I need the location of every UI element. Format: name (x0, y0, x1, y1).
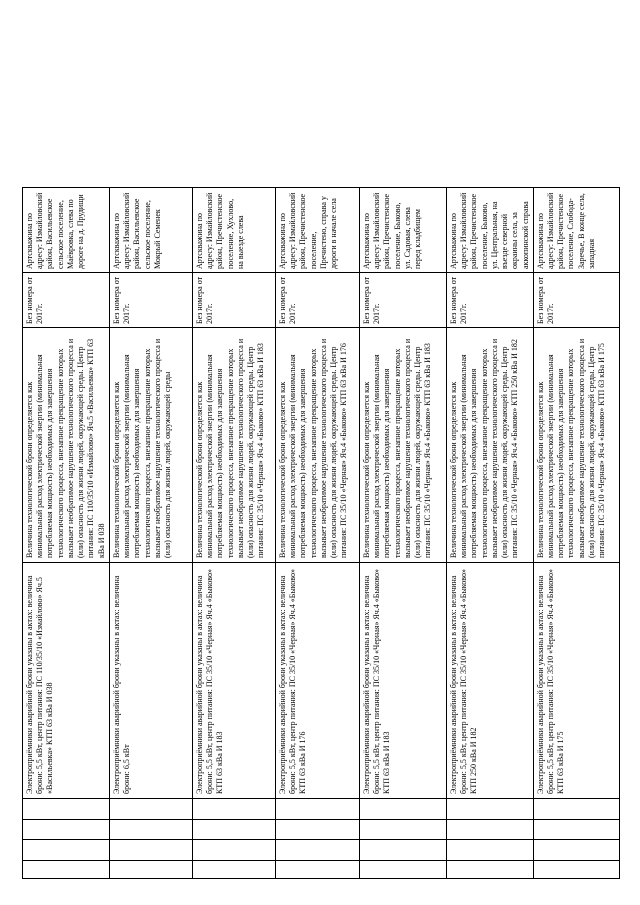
empty-cell (446, 861, 533, 879)
empty-cell (109, 840, 192, 861)
empty-cell (109, 799, 192, 820)
number-cell: Без номера от 2017г. (192, 273, 275, 328)
empty-cell (23, 861, 110, 879)
address-cell: Артскважина по адресу: Измайловский район, Васильевское сельское поселение, Маёвровка, слева по дороге на д. Прудищи (23, 188, 110, 273)
address-cell: Артскважина по адресу: Измайловский район, Пречистенское поселение, Быково, ул. Садовая, слева перед кладбищем (359, 188, 446, 273)
empty-cell (275, 840, 359, 861)
emergency-cell: Электроприёмники аварийной брони указаны в актах: величина брони: 6,5 кВт (109, 563, 192, 799)
empty-cell (275, 799, 359, 820)
number-cell: Без номера от 2017г. (23, 273, 110, 328)
empty-cell (23, 799, 110, 820)
description-cell: Величина технологической брони определяется как минимальный расход электрической энергии (минимальная потребляемая мощность) необходимых для завершения технологического процесса, внезапное прекращение которых вызывает необратимое нарушение технологического процесса и (или) опасность для жизни людей, окружающей среды. Центр питания: ПС 35/10 «Черная» Яч.4 «Быково» КТП 250 кВа И 182 (446, 328, 533, 563)
empty-cell (359, 840, 446, 861)
empty-cell (275, 861, 359, 879)
reservation-table (22, 25, 620, 879)
emergency-cell: Электроприёмники аварийной брони указаны в актах: величина брони: 5,5 кВт, центр питания: ПС 35/10 «Черная» Яч.4 «Быково» КТП 63 кВа И 176 (275, 563, 359, 799)
number-cell: Без номера от 2017г. (275, 273, 359, 328)
table-row (109, 26, 192, 879)
empty-cell (192, 820, 275, 840)
empty-cell (359, 861, 446, 879)
description-cell: Величина технологической брони определяется как минимальный расход электрической энергии (минимальная потребляемая мощность) необходимых для завершения технологического процесса, внезапное прекращение которых вызывает необратимое нарушение технологического процесса и (или) опасность для жизни людей, окружающей среды. Центр питания: ПС 35/10 «Черная» Яч.4 «Быково» КТП 63 кВа И 175 (533, 328, 619, 563)
empty-cell (533, 840, 619, 861)
empty-cell (533, 861, 619, 879)
empty-cell (275, 820, 359, 840)
empty-cell (192, 799, 275, 820)
address-cell: Артскважина по адресу: Измайловский район, Васильевское сельское поселение, Мокрый Семенек (109, 188, 192, 273)
empty-cell (23, 820, 110, 840)
address-cell: Артскважина по адресу: Измайловский район, Пречистенское поселение, Хухлово, на выезде слева (192, 188, 275, 273)
empty-cell (359, 799, 446, 820)
address-cell: Артскважина по адресу: Измайловский район, Пречистенское поселение, Пречистено, справа у дороги в начале села (275, 188, 359, 273)
rotated-table-wrapper (22, 26, 613, 879)
empty-cell (192, 840, 275, 861)
description-cell: Величина технологической брони определяется как минимальный расход электрической энергии (минимальная потребляемая мощность) необходимых для завершения технологического процесса, внезапное прекращение которых вызывает необратимое нарушение технологического процесса и (или) опасность для жизни людей, окружающей среды. Центр питания: ПС 110/35/10 «Измайлово» Яч.5 «Васильевка» КТП 63 кВа И 038 (23, 328, 110, 563)
empty-cell (23, 840, 110, 861)
empty-cell (446, 799, 533, 820)
emergency-cell: Электроприёмники аварийной брони указаны в актах: величина брони: 5,5 кВт, центр питания: ПС 110/35/10 «Измайлово» Яч.5 «Васильевка» КТП 63 кВа И 038 (23, 563, 110, 799)
table-row (446, 26, 533, 879)
description-cell: Величина технологической брони определяется как минимальный расход электрической энергии (минимальная потребляемая мощность) необходимых для завершения технологического процесса, внезапное прекращение которых вызывает необратимое нарушение технологического процесса и (или) опасность для жизни людей, окружающей среды (109, 328, 192, 563)
number-cell: Без номера от 2017г. (446, 273, 533, 328)
table-row (533, 26, 619, 879)
emergency-cell: Электроприёмники аварийной брони указаны в актах: величина брони: 5,5 кВт, центр питания: ПС 35/10 «Черная» Яч.4 «Быково» КТП 63 кВа И 183 (359, 563, 446, 799)
description-cell: Величина технологической брони определяется как минимальный расход электрической энергии (минимальная потребляемая мощность) необходимых для завершения технологического процесса, внезапное прекращение которых вызывает необратимое нарушение технологического процесса и (или) опасность для жизни людей, окружающей среды. Центр питания: ПС 35/10 «Черная» Яч.4 «Быково» КТП 63 кВа И 183 (359, 328, 446, 563)
empty-cell (446, 820, 533, 840)
emergency-cell: Электроприёмники аварийной брони указаны в актах: величина брони: 5,5 кВт, центр питания: ПС 35/10 «Черная» Яч.4 «Быково» КТП 250 кВа И 182 (446, 563, 533, 799)
number-cell: Без номера от 2017г. (359, 273, 446, 328)
number-cell: Без номера от 2017г. (533, 273, 619, 328)
empty-cell (533, 799, 619, 820)
table-body (23, 26, 620, 879)
empty-cell (109, 861, 192, 879)
table-row (275, 26, 359, 879)
empty-cell (359, 820, 446, 840)
address-cell: Артскважина по адресу: Измайловский район, Пречистенское поселение, Быково, ул. Центральная, на въезде северной окраины села, за аккопинской справа (446, 188, 533, 273)
number-cell: Без номера от 2017г. (109, 273, 192, 328)
empty-cell (533, 820, 619, 840)
empty-cell (192, 861, 275, 879)
emergency-cell: Электроприёмники аварийной брони указаны в актах: величина брони: 5,5 кВт, центр питания: ПС 35/10 «Черная» Яч.4 «Быково» КТП 63 кВа И 183 (192, 563, 275, 799)
emergency-cell: Электроприёмники аварийной брони указаны в актах: величина брони: 5,5 кВт, центр питания: ПС 35/10 «Черная» Яч.4 «Быково» КТП 63 кВа И 175 (533, 563, 619, 799)
table-row (23, 26, 110, 879)
table-row (359, 26, 446, 879)
description-cell: Величина технологической брони определяется как минимальный расход электрической энергии (минимальная потребляемая мощность) необходимых для завершения технологического процесса, внезапное прекращение которых вызывает необратимое нарушение технологического процесса и (или) опасность для жизни людей, окружающей среды. Центр питания: ПС 35/10 «Черная» Яч.4 «Быково» КТП 63 кВа И 176 (275, 328, 359, 563)
table-row (192, 26, 275, 879)
empty-cell (109, 820, 192, 840)
description-cell: Величина технологической брони определяется как минимальный расход электрической энергии (минимальная потребляемая мощность) необходимых для завершения технологического процесса, внезапное прекращение которых вызывает необратимое нарушение технологического процесса и (или) опасность для жизни людей, окружающей среды. Центр питания: ПС 35/10 «Черная» Яч.4 «Быково» КТП 63 кВа И 183 (192, 328, 275, 563)
empty-cell (446, 840, 533, 861)
address-cell: Артскважина по адресу: Измайловский район, Пречистенское поселение, Слобода-Заречье, В конце села, западная (533, 188, 619, 273)
